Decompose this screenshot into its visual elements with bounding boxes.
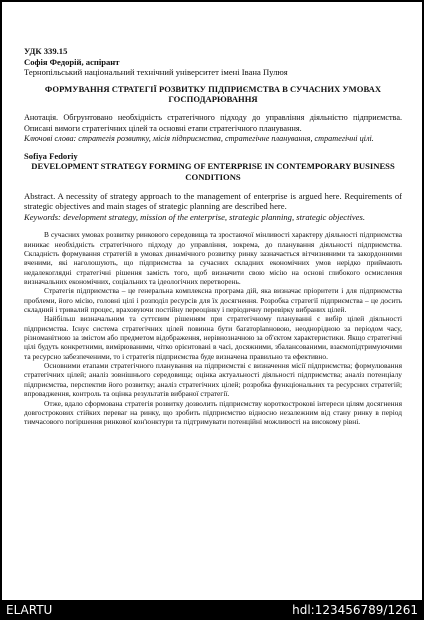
body-text — [24, 230, 402, 426]
keywords-ua: Ключові слова: стратегія розвитку, місія підприємства, стратегічне планування, стратегічні цілі. — [24, 134, 374, 144]
abstract-ua: Анотація. Обгрунтовано необхідність стратегічного підходу до управління діяльністю підприємства. Описані вимоги стратегічних цілей та основні етапи стратегічного планування. — [24, 112, 402, 133]
document-page — [2, 2, 422, 600]
paper-content — [24, 46, 402, 427]
body-paragraph: Отже, вдало сформована стратегія розвитку дозволить підприємству короткострокові інтереси цілям досягнення довгострокових стійких переваг на ринку, що зробить підприємство відносно незалежним від стану ринку в період тимчасового погіршення ринкової кон'юнктури та підтримувати потенційні можливості на високому рівні. — [24, 398, 402, 427]
body-paragraph: Основними етапами стратегічного планування на підприємстві є визначення місії підприємства; формулювання стратегічних цілей; аналіз зовнішнього середовища; оцінка актуальності діяльності підприємства; аналіз потенціалу підприємства, перспектив його розвитку; аналіз стратегічних цілей; розробка функціональних та ресурсних стратегій; впровадження, контроль та оцінка результатів вибраної стратегії. — [24, 361, 402, 399]
affiliation: Тернопільський національний технічний університет імені Івана Пулюя — [24, 67, 288, 78]
title-en: DEVELOPMENT STRATEGY FORMING OF ENTERPRISE IN CONTEMPORARY BUSINESS CONDITIONS — [31, 161, 395, 182]
repository-label: ELARTU — [6, 603, 53, 617]
handle-label: hdl:123456789/1261 — [292, 603, 418, 617]
title-ua: ФОРМУВАННЯ СТРАТЕГІЇ РОЗВИТКУ ПІДПРИЄМСТВА В СУЧАСНИХ УМОВАХ ГОСПОДАРЮВАННЯ — [44, 83, 382, 105]
abstract-en: Abstract. A necessity of strategy approach to the management of enterprise is argued here. Requirements of strategic objectives and main stages of strategic planning are described here. — [24, 190, 402, 212]
body-paragraph: В сучасних умовах розвитку ринкового середовища та зростаючої мінливості характеру діяльності підприємства виникає необхідність стратегічного підходу до управління, зокрема, до планування діяльності підприємства. Складність формування стратегій в умовах динамічного розвитку ринку зазначається вітчизняними та закордонними вченими, які наголошують, що підприємства за сучасних складних економічних умов нерідко приймають недалекоглядні стратегічні рішення замість того, щоб визначити свою місію на основі глибокого осмислення визначальних економічних, соціальних та ідеологічних перетворень. — [24, 230, 402, 287]
author-en: Sofiya Fedoriy — [24, 150, 78, 161]
udk-code: УДК 339.15 — [24, 46, 68, 56]
body-paragraph: Найбільш визначальним та суттєвим рішенням при стратегічному плануванні є вибір цілей діяльності підприємства. Існує система стратегічних цілей повинна бути багатоplanновою, неоднорідною за періодом часу, різноманітною за змістом або предметом відображення, нерівнозначною за об'єктом характеристики. Якщо стратегічні цілі будуть конкретними, вимірюваними, чітко орієнтовані в часі, досяжними, збалансованими, взаємопідтримуючими та ресурсно забезпеченими, то і стратегія підприємства буде визначена правильно та ефективно. — [24, 314, 402, 361]
viewer-footer-bar — [0, 600, 424, 620]
author-ua: Софія Федорій, аспірант — [24, 56, 120, 67]
keywords-en: Keywords: development strategy, mission of the enterprise, strategic planning, strategic objectives. — [24, 211, 365, 222]
body-paragraph: Стратегія підприємства – це генеральна комплексна програма дій, яка визначає пріоритети і для підприємства проблеми, його місію, головні цілі і розподіл ресурсів для їх досягнення. Розробка стратегії підприємства – це досить складний і тривалий процес, враховуючи постійну переоцінку і періодичну перевірку вибраних цілей. — [24, 286, 402, 315]
